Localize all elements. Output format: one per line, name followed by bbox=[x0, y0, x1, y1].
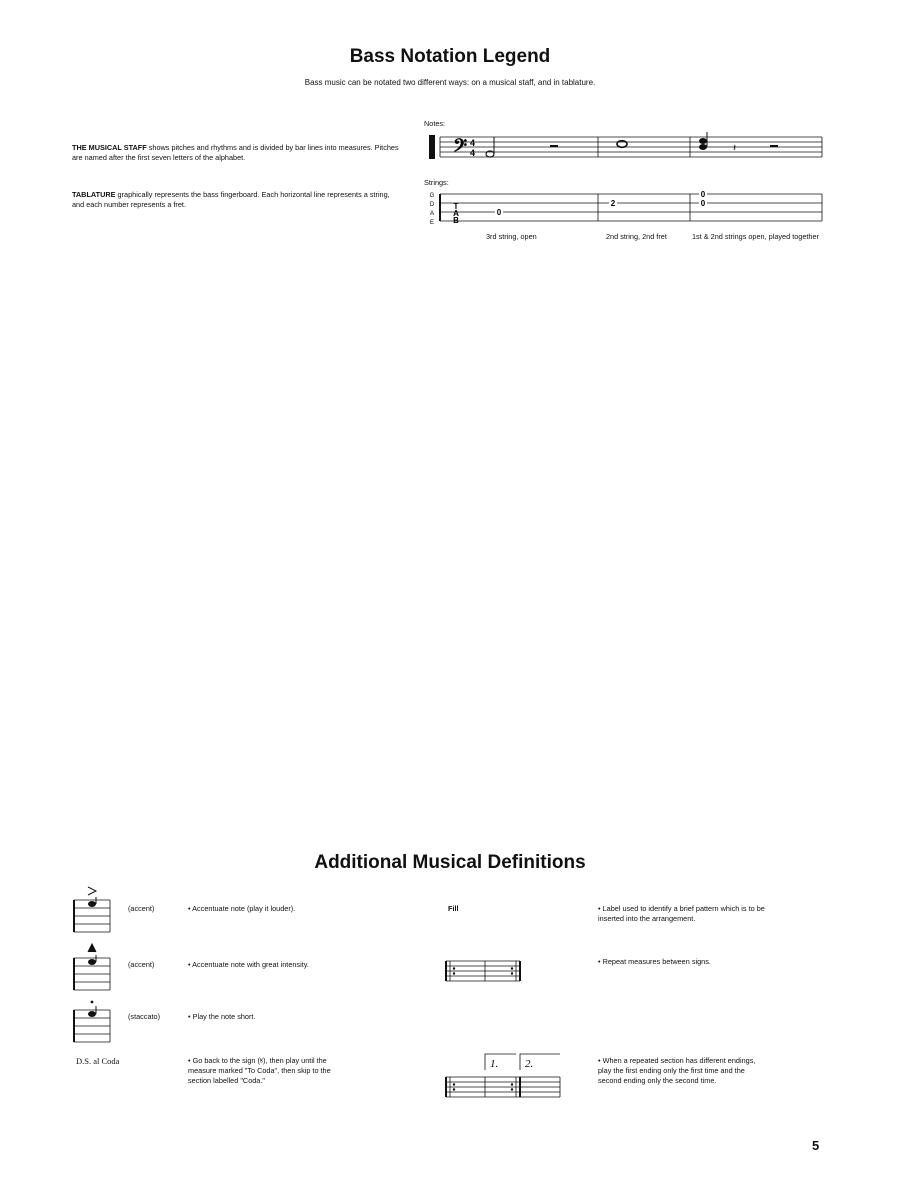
svg-text:B: B bbox=[453, 216, 459, 225]
fill-term: Fill bbox=[448, 904, 459, 913]
additional-definitions-title: Additional Musical Definitions bbox=[314, 852, 586, 873]
staccato-icon bbox=[88, 1001, 96, 1017]
staccato-term: (staccato) bbox=[128, 1012, 161, 1021]
bass-clef-icon: 𝄢 bbox=[453, 135, 468, 161]
svg-text:D: D bbox=[429, 202, 435, 208]
repeat-desc: • Repeat measures between signs. bbox=[598, 957, 711, 966]
accent-term: (accent) bbox=[128, 904, 155, 913]
tablature-text: graphically represents the bass fingerboard. Each horizontal line represents a string, and each number represents a fret. bbox=[72, 190, 390, 209]
musical-staff-heading: THE MUSICAL STAFF bbox=[72, 143, 147, 152]
svg-text:0: 0 bbox=[496, 208, 502, 217]
svg-text:A: A bbox=[429, 211, 435, 217]
marcato-term: (accent) bbox=[128, 960, 155, 969]
svg-text:T: T bbox=[453, 202, 459, 211]
first-ending-label: 1. bbox=[490, 1058, 499, 1070]
time-signature-bottom: 4 bbox=[470, 148, 476, 158]
second-ending-label: 2. bbox=[525, 1058, 534, 1070]
svg-text:A: A bbox=[453, 209, 459, 218]
marcato-desc: • Accentuate note with great intensity. bbox=[188, 960, 309, 969]
caption-open-string: 3rd string, open bbox=[486, 232, 537, 241]
svg-text:0: 0 bbox=[700, 190, 706, 199]
endings-desc: • When a repeated section has different endings, play the first ending only the first time and the second ending only the second time. bbox=[598, 1056, 756, 1085]
svg-text:0: 0 bbox=[700, 199, 706, 208]
svg-text:E: E bbox=[429, 220, 435, 226]
caption-two-strings: 1st & 2nd strings open, played together bbox=[692, 232, 819, 241]
page-number: 5 bbox=[812, 1138, 820, 1153]
repeat-signs-icon bbox=[446, 961, 520, 981]
time-signature-top: 4 bbox=[470, 138, 476, 148]
marcato-icon bbox=[88, 944, 96, 965]
endings-icon bbox=[446, 1054, 560, 1097]
strings-label: Strings: bbox=[424, 178, 449, 187]
staccato-desc: • Play the note short. bbox=[188, 1012, 256, 1021]
page-subtitle: Bass music can be notated two different ways: on a musical staff, and in tablature. bbox=[304, 78, 596, 87]
ds-al-coda-desc: • Go back to the sign (𝄋), then play until the measure marked "To Coda", then skip to the section labelled "Coda." bbox=[188, 1056, 331, 1085]
fill-desc: • Label used to identify a brief pattern which is to be inserted into the arrangement. bbox=[598, 904, 765, 923]
ds-al-coda-term: D.S. al Coda bbox=[76, 1056, 120, 1066]
tablature-heading: TABLATURE bbox=[72, 190, 116, 199]
accent-icon bbox=[88, 887, 96, 907]
caption-second-fret: 2nd string, 2nd fret bbox=[606, 232, 667, 241]
page-title: Bass Notation Legend bbox=[349, 46, 551, 67]
svg-text:𝄽: 𝄽 bbox=[733, 143, 737, 154]
svg-text:2: 2 bbox=[610, 199, 616, 208]
accent-desc: • Accentuate note (play it louder). bbox=[188, 904, 296, 913]
notes-label: Notes: bbox=[424, 119, 446, 128]
svg-text:G: G bbox=[429, 193, 435, 199]
musical-staff-text: shows pitches and rhythms and is divided by bar lines into measures. Pitches are named after the first seven letters of the alphabet. bbox=[72, 143, 399, 162]
